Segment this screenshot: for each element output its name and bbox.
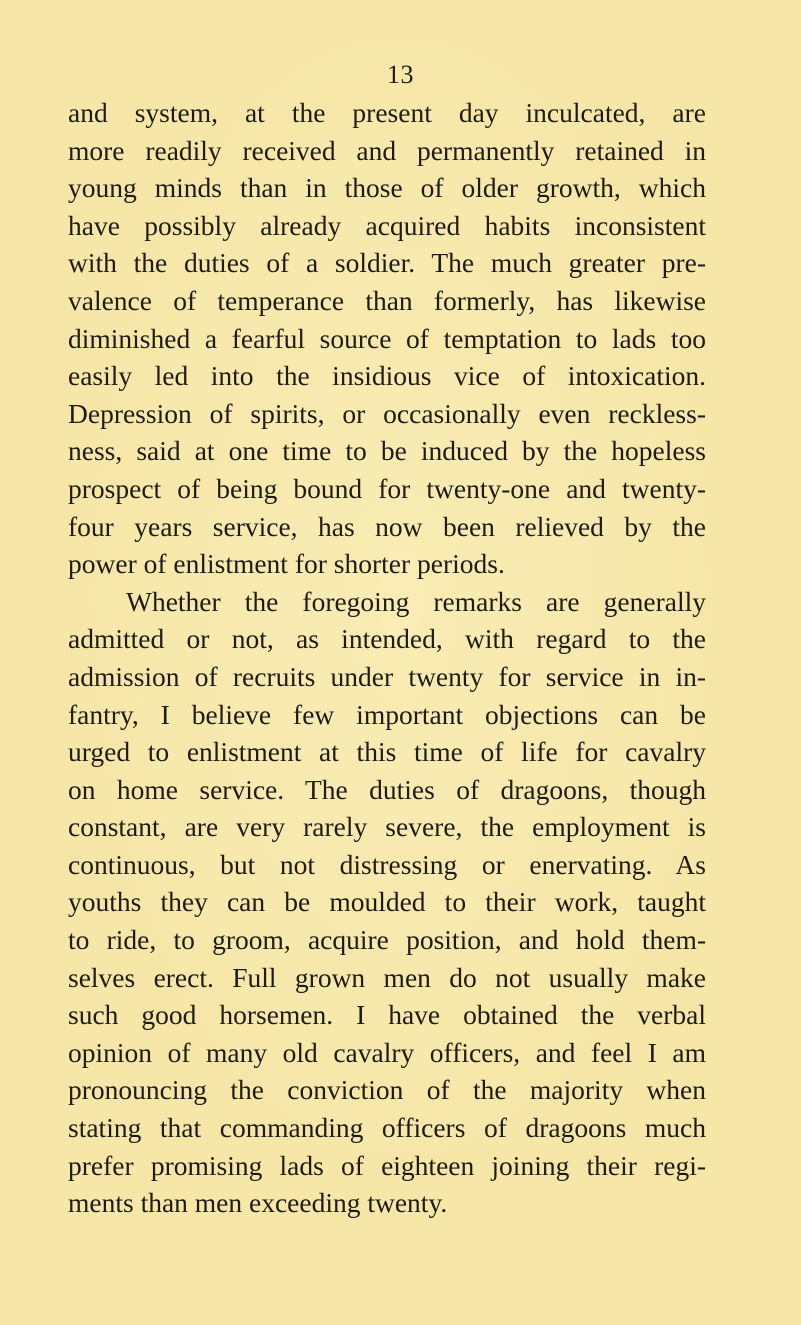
text-line-2: more readily received and permanently retained in	[68, 134, 706, 166]
text-line-30: ments than men exceeding twenty.	[68, 1187, 448, 1219]
text-line-21: continuous, but not distressing or enervating. As	[68, 848, 706, 880]
text-line-26: opinion of many old cavalry officers, and feel I am	[68, 1036, 706, 1068]
text-line-27: pronouncing the conviction of the majority when	[68, 1074, 706, 1106]
text-line-3: young minds than in those of older growth, which	[68, 172, 706, 204]
text-line-24: selves erect. Full grown men do not usually make	[68, 961, 706, 993]
body-text	[68, 94, 706, 1222]
text-line-17: fantry, I believe few important objections can be	[68, 698, 706, 730]
text-line-28: stating that commanding officers of dragoons much	[68, 1112, 706, 1144]
text-line-5: with the duties of a soldier. The much greater pre-	[68, 247, 706, 279]
text-line-16: admission of recruits under twenty for service in in-	[68, 660, 706, 692]
text-line-9: Depression of spirits, or occasionally even reckless-	[68, 397, 706, 429]
page-number: 13	[387, 60, 414, 89]
text-line-14: Whether the foregoing remarks are generally	[126, 585, 706, 617]
text-line-23: to ride, to groom, acquire position, and hold them-	[68, 924, 706, 956]
text-line-7: diminished a fearful source of temptation to lads too	[68, 322, 706, 354]
text-line-13: power of enlistment for shorter periods.	[68, 548, 505, 580]
text-line-11: prospect of being bound for twenty-one and twenty-	[68, 472, 706, 504]
text-line-22: youths they can be moulded to their work, taught	[68, 886, 706, 918]
text-line-19: on home service. The duties of dragoons, though	[68, 773, 706, 805]
text-line-18: urged to enlistment at this time of life for cavalry	[68, 736, 706, 768]
text-line-29: prefer promising lads of eighteen joining their regi-	[68, 1149, 706, 1181]
text-line-12: four years service, has now been relieved by the	[68, 510, 706, 542]
text-line-4: have possibly already acquired habits inconsistent	[68, 209, 706, 241]
text-line-8: easily led into the insidious vice of intoxication.	[68, 360, 706, 392]
text-line-25: such good horsemen. I have obtained the verbal	[68, 999, 706, 1031]
text-line-1: and system, at the present day inculcated, are	[68, 97, 706, 128]
text-line-10: ness, said at one time to be induced by the hopeless	[68, 435, 706, 467]
text-line-15: admitted or not, as intended, with regard to the	[68, 623, 706, 655]
text-line-6: valence of temperance than formerly, has likewise	[68, 284, 706, 316]
text-line-20: constant, are very rarely severe, the employment is	[68, 811, 706, 843]
